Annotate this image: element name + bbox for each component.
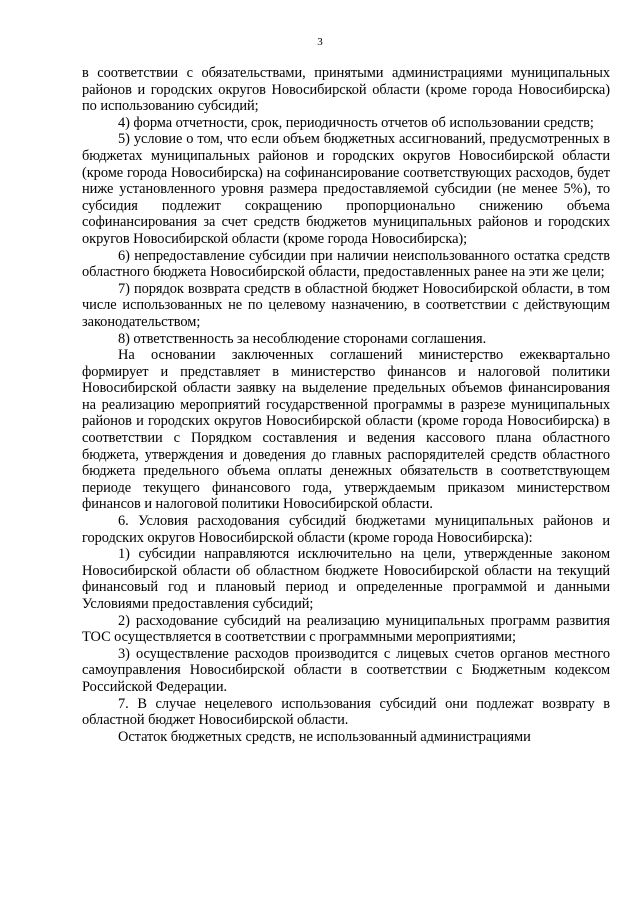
paragraph-condition-2: 2) расходование субсидий на реализацию муниципальных программ развития ТОС осуществляется в соответствии с программными мероприятиями; (82, 612, 610, 646)
paragraph-section-7: 7. В случае нецелевого использования субсидий они подлежат возврату в областной бюджет Новосибирской области. (82, 695, 610, 729)
paragraph-condition-1: 1) субсидии направляются исключительно на цели, утвержденные законом Новосибирской области об областном бюджете Новосибирской области на текущий финансовый год и плановый период и определенные программой и данными Условиями предоставления субсидий; (82, 546, 610, 612)
document-body (82, 65, 610, 745)
paragraph-section-6: 6. Условия расходования субсидий бюджетами муниципальных районов и городских округов Новосибирской области (кроме города Новосибирска): (82, 513, 610, 546)
page-number: 3 (317, 36, 323, 48)
paragraph-item-7: 7) порядок возврата средств в областной бюджет Новосибирской области, в том числе использованных не по целевому назначению, в соответствии с действующим законодательством; (82, 280, 610, 330)
paragraph-quarterly-request: На основании заключенных соглашений министерство ежеквартально формирует и представляет в министерство финансов и налоговой политики Новосибирской области заявку на выделение предельных объемов финансирования на реализацию мероприятий государственной программы в разрезе муниципальных районов и городских округов Новосибирской области (кроме города Новосибирска) в соответствии с Порядком составления и ведения кассового плана областного бюджета, утверждения и доведения до главных распорядителей средств областного бюджета предельного объема оплаты денежных обязательств в соответствующем периоде текущего финансового года, утверждаемым приказом министерством финансов и налоговой политики Новосибирской области. (82, 347, 610, 513)
paragraph-continuation: в соответствии с обязательствами, принятыми администрациями муниципальных районов и городских округов Новосибирской области (кроме города Новосибирска) по использованию субсидий; (82, 65, 610, 115)
paragraph-condition-3: 3) осуществление расходов производится с лицевых счетов органов местного самоуправления Новосибирской области в соответствии с Бюджетным кодексом Российской Федерации. (82, 645, 610, 695)
paragraph-item-8: 8) ответственность за несоблюдение сторонами соглашения. (118, 330, 487, 347)
paragraph-item-5: 5) условие о том, что если объем бюджетных ассигнований, предусмотренных в бюджетах муниципальных районов и городских округов Новосибирской области (кроме города Новосибирска) на софинансирование соответствующих расходов, будет ниже установленного уровня размера предоставляемой субсидии (не менее 5%), то субсидия подлежит сокращению пропорционально снижению объема софинансирования за счет средств бюджетов муниципальных районов и городских округов Новосибирской области (кроме города Новосибирска); (82, 131, 610, 247)
paragraph-item-6: 6) непредоставление субсидии при наличии неиспользованного остатка средств областного бюджета Новосибирской области, предоставленных ранее на эти же цели; (82, 247, 610, 281)
paragraph-item-4: 4) форма отчетности, срок, периодичность отчетов об использовании средств; (118, 114, 594, 131)
paragraph-remainder: Остаток бюджетных средств, не использованный администрациями (118, 728, 531, 745)
